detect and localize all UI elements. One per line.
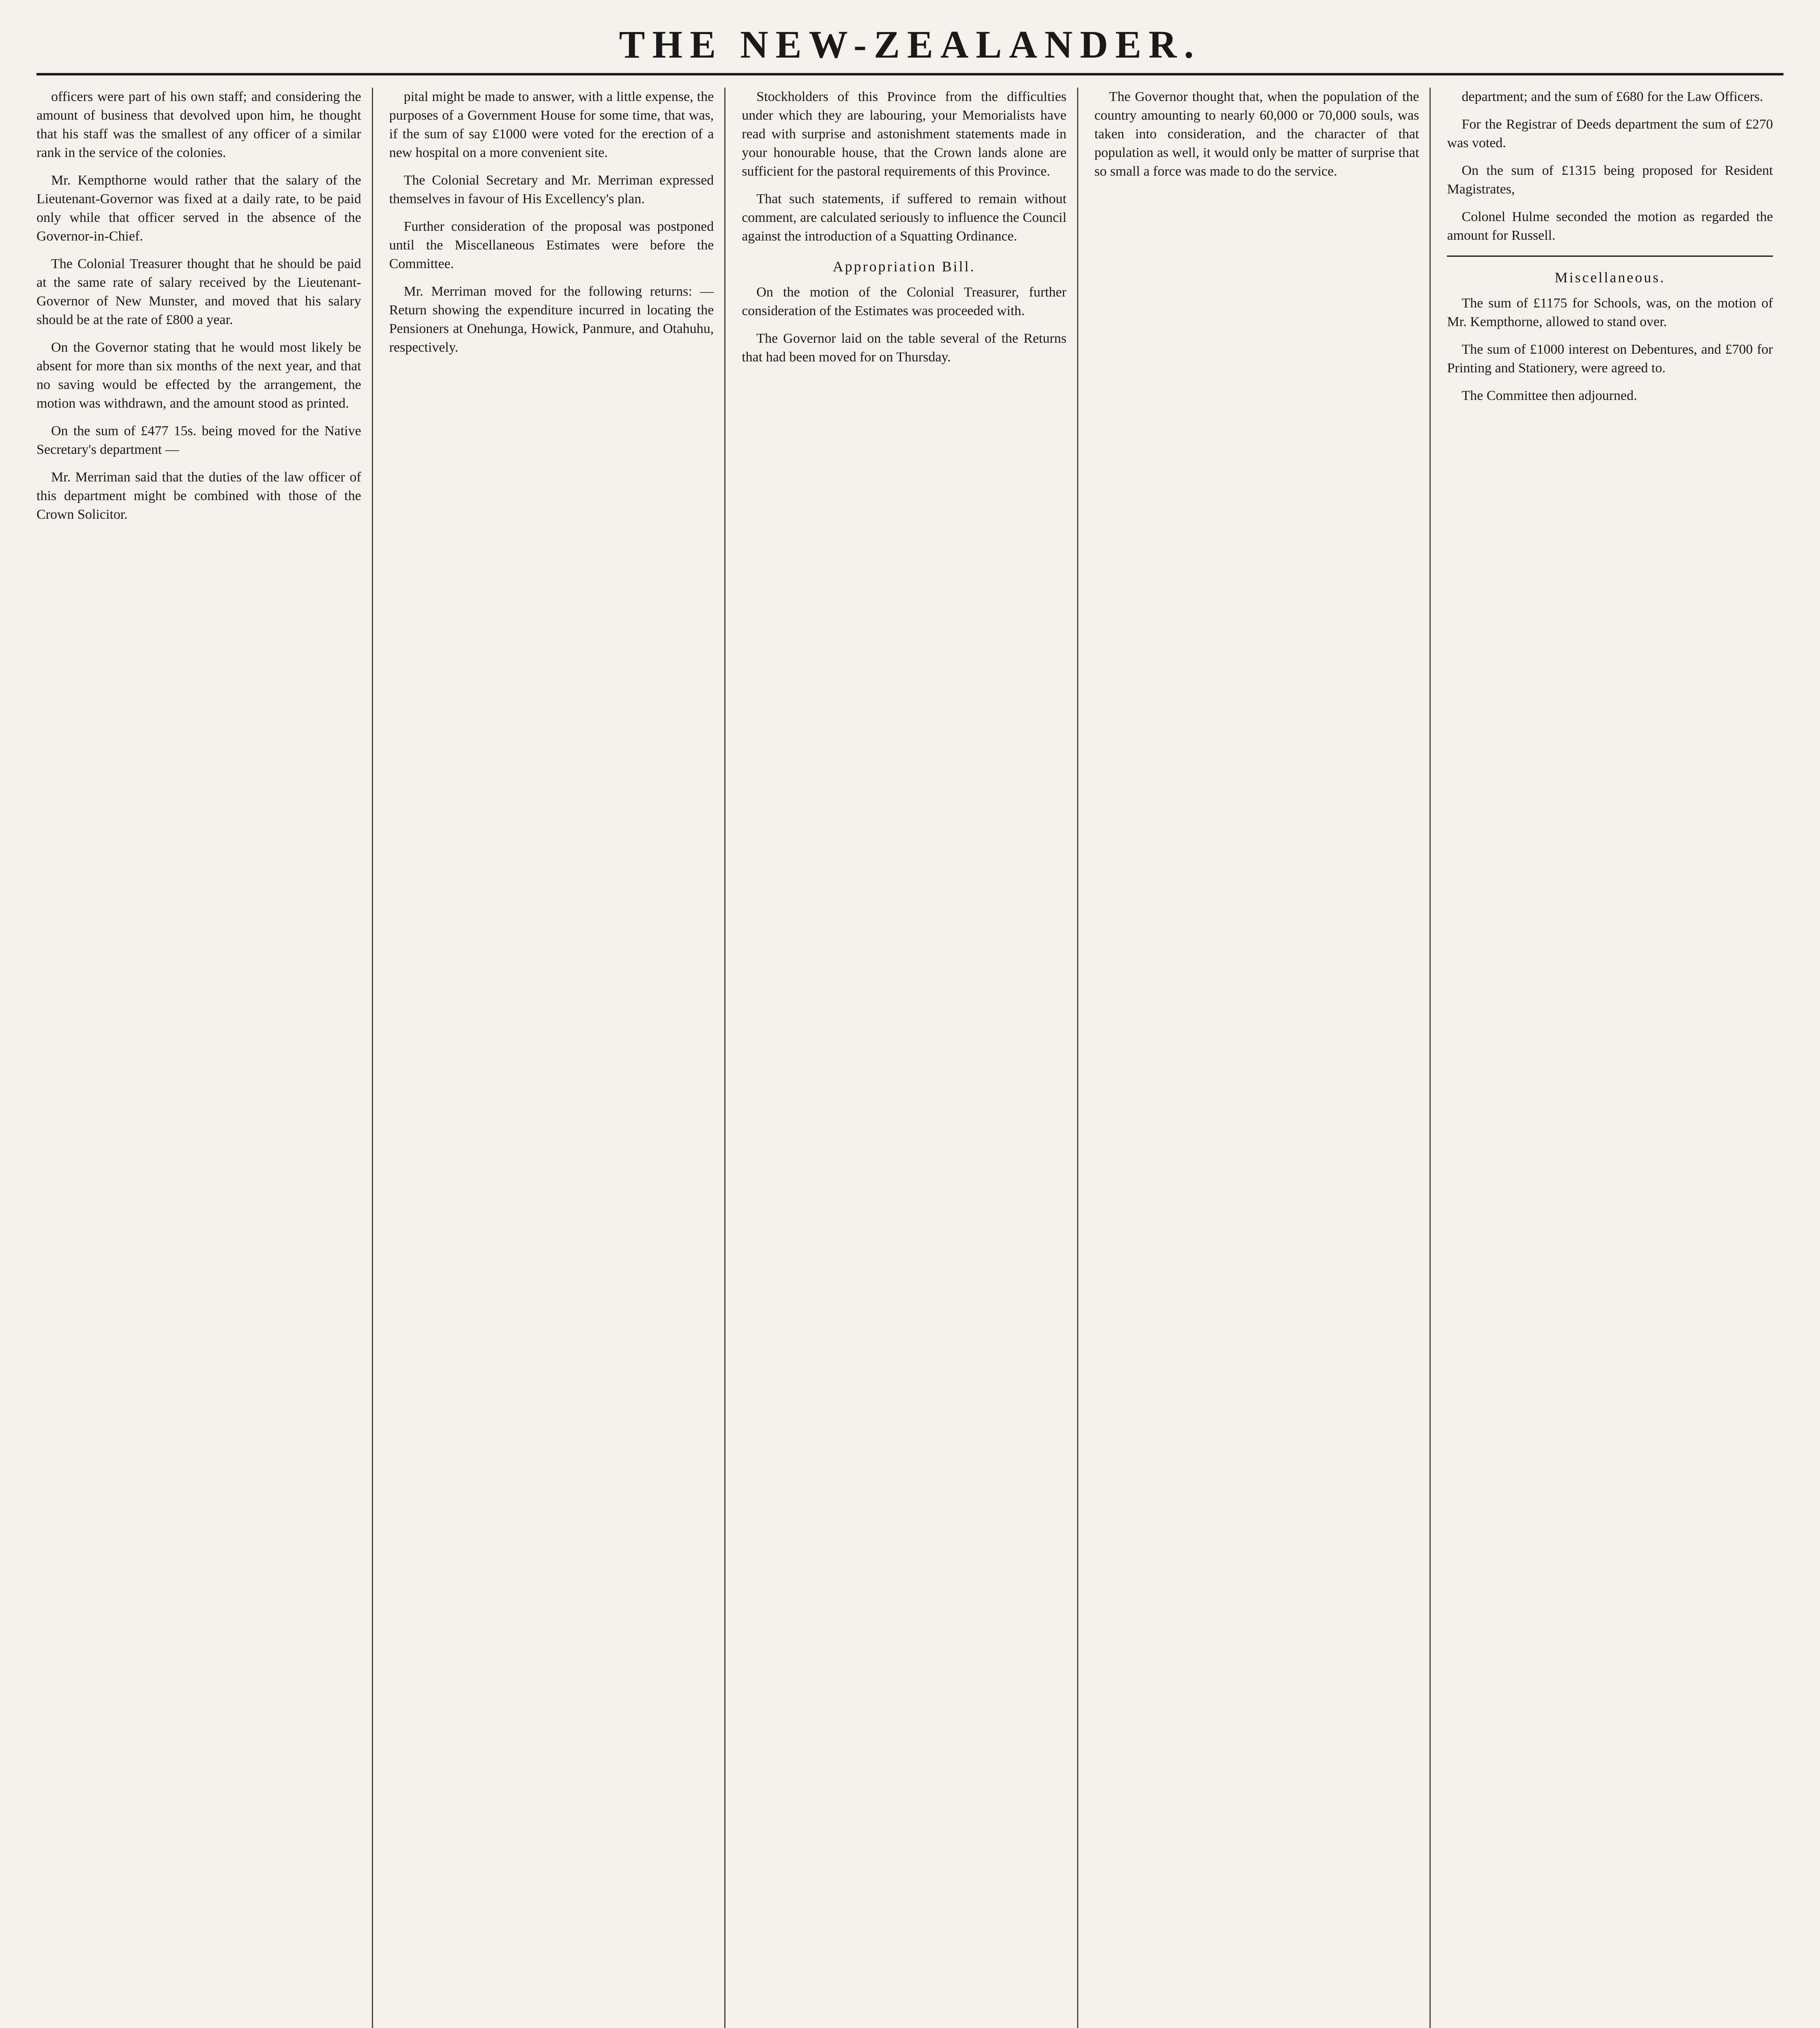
section-heading: Appropriation Bill. bbox=[833, 258, 976, 275]
paragraph: Mr. Merriman moved for the following returns: — Return showing the expenditure incurred in locating the Pensioners at Onehunga, Howick, Panmure, and Otahuhu, respectively. bbox=[389, 284, 714, 355]
section-divider bbox=[1447, 256, 1773, 257]
paragraph: Stockholders of this Province from the difficulties under which they are labouring, your Memorialists have read with surprise and astonishment statements made in your honourable house, that the Crown lands alone are sufficient for the pastoral requirements of this Province. bbox=[742, 89, 1067, 179]
section-heading: Miscellaneous. bbox=[1554, 269, 1665, 286]
column-1 bbox=[36, 88, 373, 2028]
paragraph: The Governor laid on the table several of the Returns that had been moved for on Thursday. bbox=[742, 331, 1067, 365]
column-4 bbox=[1095, 88, 1431, 2028]
paragraph: The Governor thought that, when the population of the country amounting to nearly 60,000 or 70,000 souls, was taken into consideration, and the character of that population as well, it would only be matter of surprise that so small a force was made to do the service. bbox=[1094, 89, 1419, 179]
paragraph: On the sum of £477 15s. being moved for the Native Secretary's department — bbox=[36, 423, 361, 457]
paragraph: On the sum of £1315 being proposed for Resident Magistrates, bbox=[1447, 163, 1773, 197]
paragraph: The Colonial Secretary and Mr. Merriman expressed themselves in favour of His Excellency's plan. bbox=[389, 173, 714, 206]
paragraph: The Colonial Treasurer thought that he should be paid at the same rate of salary received by the Lieutenant-Governor of New Munster, and moved that his salary should be at the rate of £800 a year. bbox=[36, 256, 361, 327]
paragraph: The sum of £1175 for Schools, was, on the motion of Mr. Kempthorne, allowed to stand over. bbox=[1447, 296, 1773, 329]
paragraph: Mr. Merriman said that the duties of the law officer of this department might be combined with those of the Crown Solicitor. bbox=[36, 470, 361, 522]
paragraph: That such statements, if suffered to remain without comment, are calculated seriously to influence the Council against the introduction of a Squatting Ordinance. bbox=[742, 191, 1067, 244]
paragraph: On the Governor stating that he would most likely be absent for more than six months of the next year, and that no saving would be effected by the arrangement, the motion was withdrawn, and the amount stood as printed. bbox=[36, 340, 361, 411]
paragraph: Colonel Hulme seconded the motion as regarded the amount for Russell. bbox=[1447, 209, 1773, 243]
paragraph: Further consideration of the proposal was postponed until the Miscellaneous Estimates were before the Committee. bbox=[389, 219, 714, 271]
paragraph: pital might be made to answer, with a little expense, the purposes of a Government House for some time, that was, if the sum of say £1000 were voted for the erection of a new hospital on a more convenient site. bbox=[389, 89, 714, 160]
paragraph: Mr. Kempthorne would rather that the salary of the Lieutenant-Governor was fixed at a daily rate, to be paid only while that officer served in the absence of the Governor-in-Chief. bbox=[36, 173, 361, 244]
paragraph: The Committee then adjourned. bbox=[1462, 388, 1637, 403]
column-2 bbox=[389, 88, 726, 2028]
text-columns bbox=[36, 88, 1784, 2028]
paragraph: department; and the sum of £680 for the Law Officers. bbox=[1462, 89, 1763, 104]
masthead-title: THE NEW-ZEALANDER. bbox=[36, 16, 1784, 75]
column-3 bbox=[742, 88, 1078, 2028]
paragraph: For the Registrar of Deeds department the sum of £270 was voted. bbox=[1447, 117, 1773, 150]
paragraph: The sum of £1000 interest on Debentures, and £700 for Printing and Stationery, were agreed to. bbox=[1447, 342, 1773, 376]
paragraph: officers were part of his own staff; and considering the amount of business that devolved upon him, he thought that his staff was the smallest of any officer of a similar rank in the service of the colonies. bbox=[36, 89, 361, 160]
paragraph: On the motion of the Colonial Treasurer, further consideration of the Estimates was proceeded with. bbox=[742, 285, 1067, 318]
column-5 bbox=[1447, 88, 1784, 2028]
